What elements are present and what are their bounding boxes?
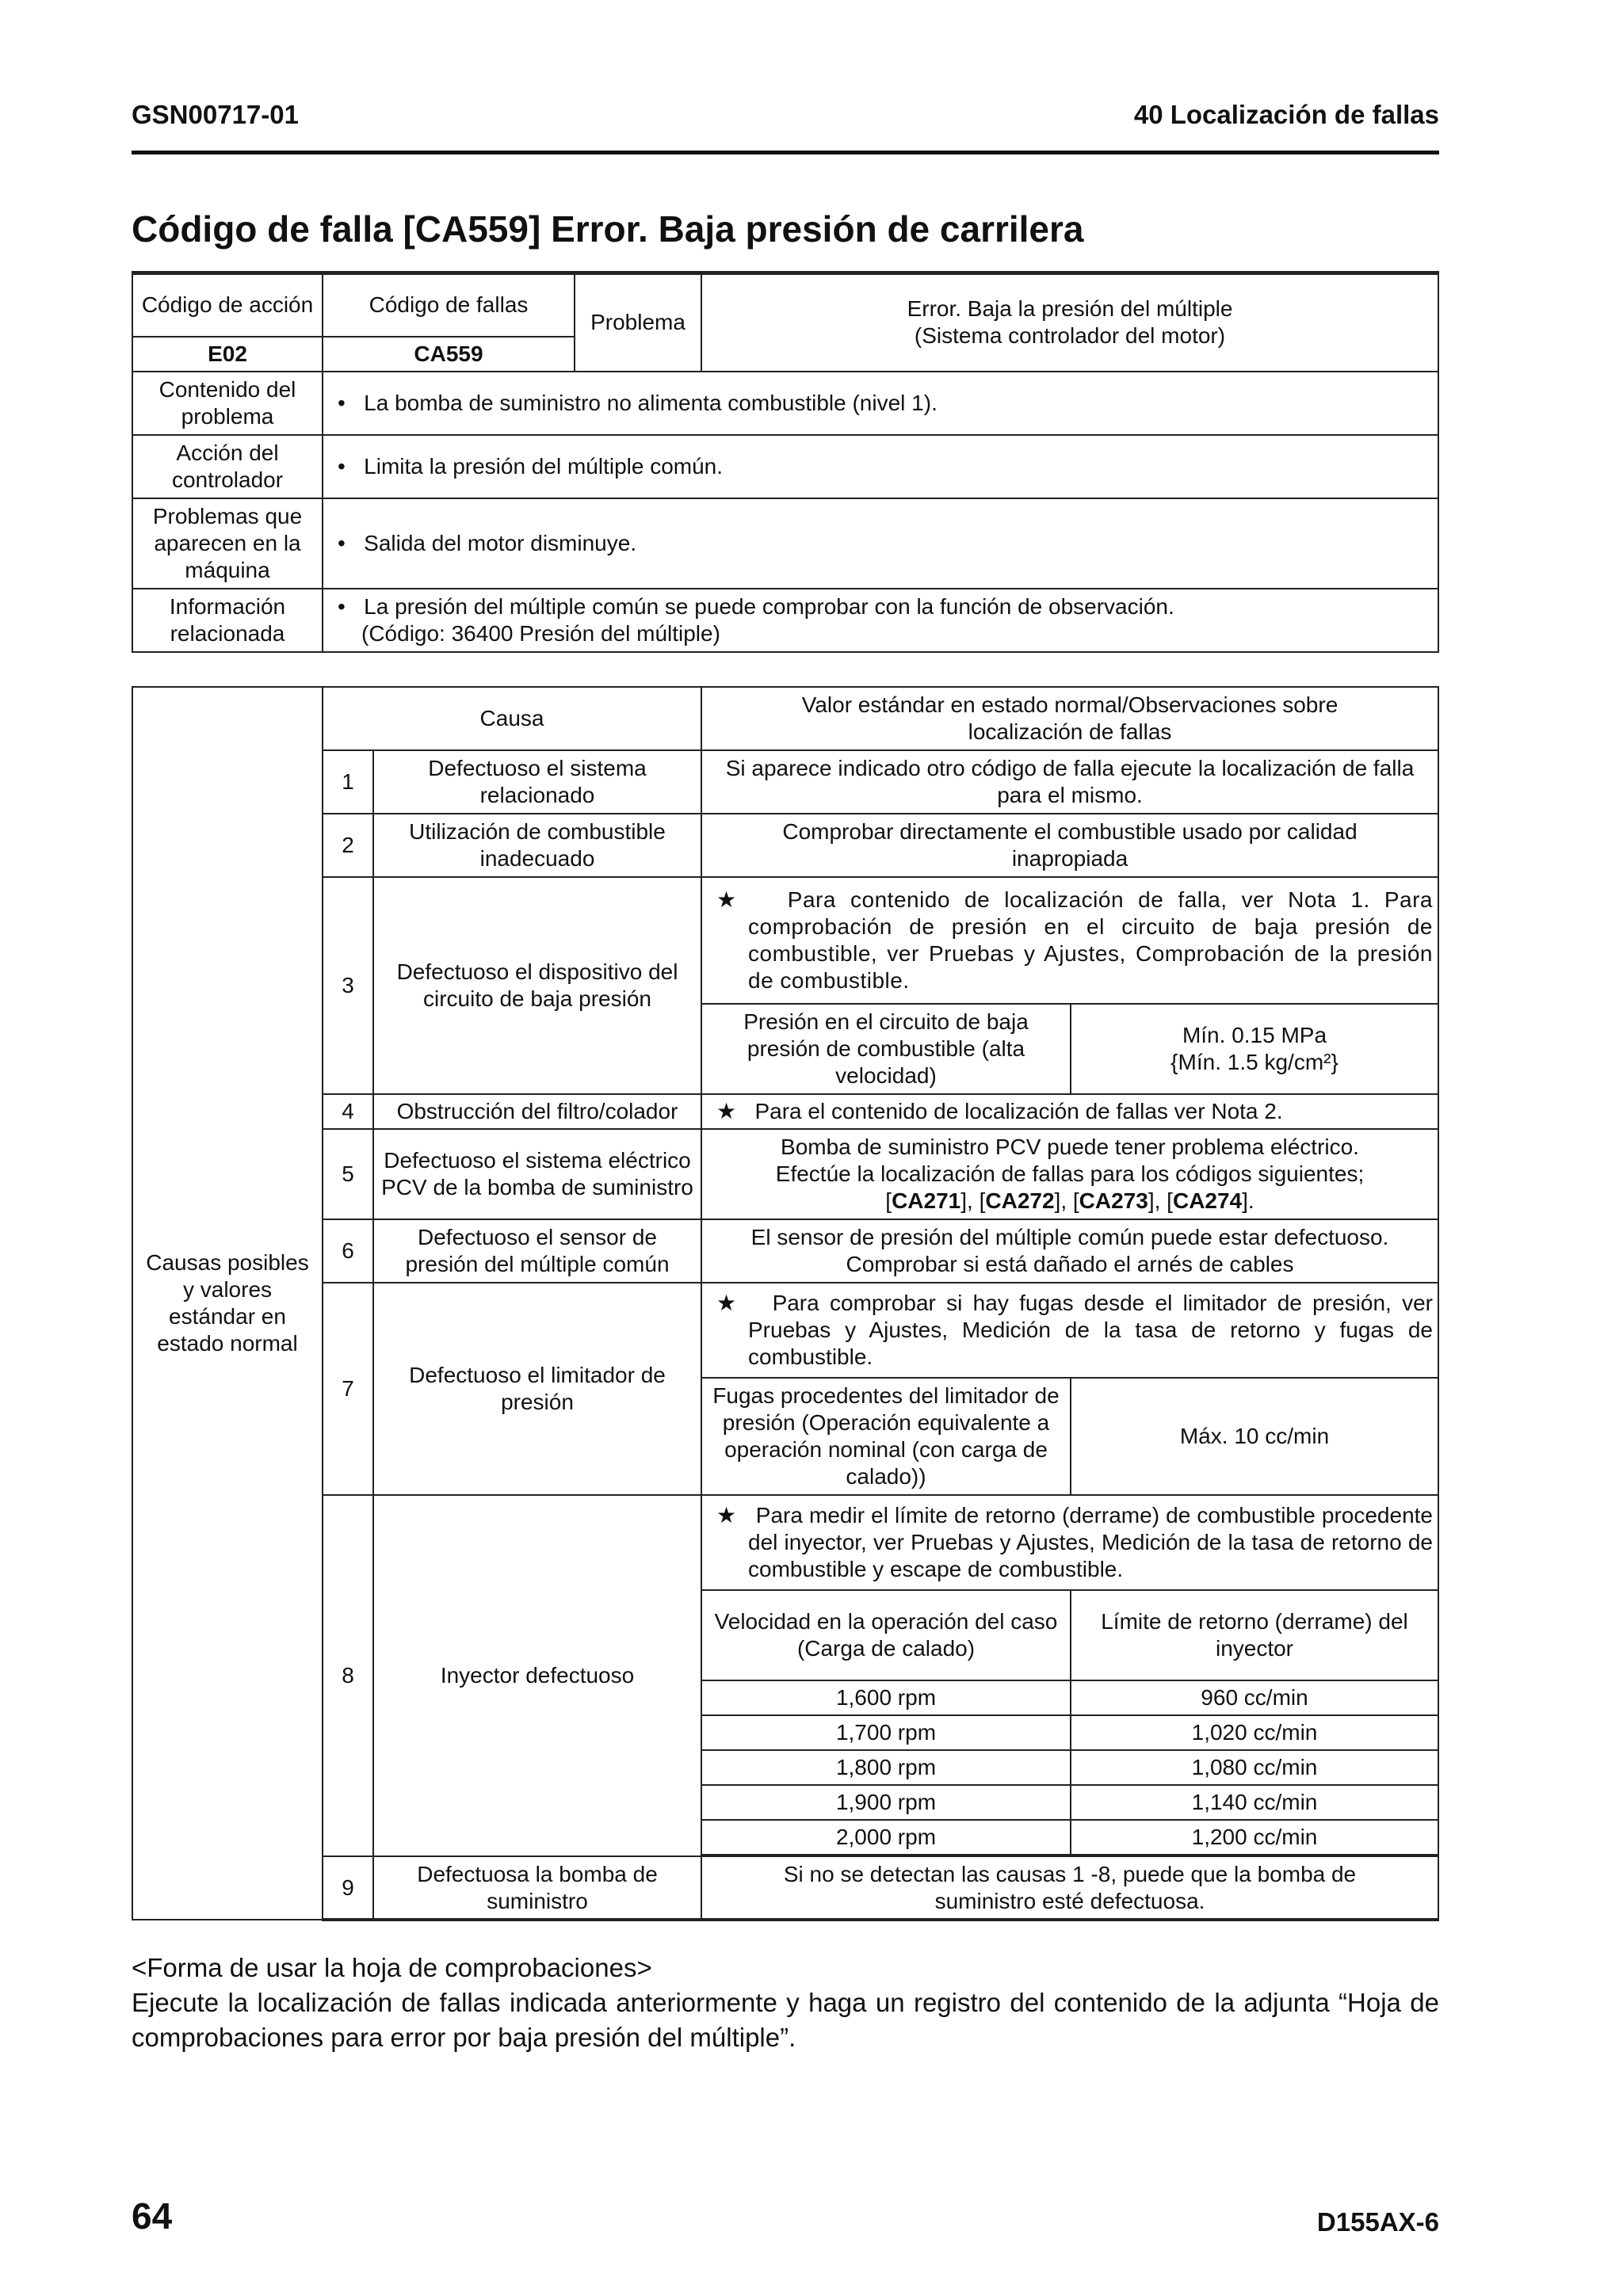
fault-code: CA559 (323, 337, 575, 372)
side-label: Causas posibles y valores estándar en estado normal (132, 687, 323, 1920)
machine-problems: • Salida del motor disminuye. (323, 498, 1438, 589)
cause-note: ★ Para contenido de localización de falla, ver Nota 1. Para comprobación de presión en el circuito de baja presión de combustible, ver Pruebas y Ajustes, Comprobación de la presión de combustible. (701, 877, 1438, 1004)
section-title: 40 Localización de fallas (1133, 100, 1439, 129)
doc-code: GSN00717-01 (132, 100, 299, 129)
limit-value: 1,140 cc/min (1071, 1785, 1438, 1820)
limit-value: 960 cc/min (1071, 1680, 1438, 1715)
controller-action-label: Acción del controlador (132, 435, 323, 498)
limit-value: 1,020 cc/min (1071, 1715, 1438, 1750)
table-row (132, 1129, 1438, 1219)
causes-table (132, 686, 1439, 1921)
cause-text: Utilización de combustible inadecuado (373, 814, 701, 877)
speed-value: 1,600 rpm (701, 1680, 1071, 1715)
speed-value: 1,800 rpm (701, 1750, 1071, 1785)
cause-remark: Si aparece indicado otro código de falla ejecute la localización de falla para el mismo. (701, 750, 1438, 814)
action-code-label: Código de acción (132, 273, 323, 337)
cause-num: 3 (323, 877, 373, 1094)
cause-num: 8 (323, 1495, 373, 1856)
limit-value: 1,200 cc/min (1071, 1820, 1438, 1855)
table-row (132, 814, 1438, 877)
cause-remark: Bomba de suministro PCV puede tener problema eléctrico. Efectúe la localización de fallas para los códigos siguientes; [CA271], [CA272], [CA273], [CA274]. (701, 1129, 1438, 1219)
cause-num: 1 (323, 750, 373, 814)
usage-note (132, 1951, 1439, 2055)
fault-info-table (132, 271, 1439, 653)
speed-value: 1,700 rpm (701, 1715, 1071, 1750)
table-row (132, 877, 1438, 1004)
problem-content: • La bomba de suministro no alimenta combustible (nivel 1). (323, 372, 1438, 435)
note-text: Ejecute la localización de fallas indicada anteriormente y haga un registro del contenido de la adjunta “Hoja de comprobaciones para error por baja presión del múltiple”. (132, 1988, 1439, 2052)
controller-action: • Limita la presión del múltiple común. (323, 435, 1438, 498)
action-code: E02 (132, 337, 323, 372)
related-info-label: Información relacionada (132, 589, 323, 652)
cause-num: 2 (323, 814, 373, 877)
table-row (132, 1094, 1438, 1129)
cause-num: 5 (323, 1129, 373, 1219)
speed-value: 1,900 rpm (701, 1785, 1071, 1820)
cause-num: 7 (323, 1283, 373, 1495)
table-row (132, 1219, 1438, 1283)
cause-header: Causa (323, 687, 701, 750)
condition: Fugas procedentes del limitador de presión (Operación equivalente a operación nominal (con carga de calado)) (701, 1378, 1071, 1495)
cause-num: 9 (323, 1856, 373, 1920)
value-header: Valor estándar en estado normal/Observaciones sobre localización de fallas (701, 687, 1438, 750)
cause-text: Obstrucción del filtro/colador (373, 1094, 701, 1129)
cause-text: Inyector defectuoso (373, 1495, 701, 1856)
machine-problems-label: Problemas que aparecen en la máquina (132, 498, 323, 589)
header-rule (132, 151, 1439, 154)
table-row (132, 1495, 1438, 1590)
cause-text: Defectuoso el sistema relacionado (373, 750, 701, 814)
fault-code-label: Código de fallas (323, 273, 575, 337)
page-number: 64 (132, 2195, 173, 2237)
cause-text: Defectuoso el limitador de presión (373, 1283, 701, 1495)
problem-text: Error. Baja la presión del múltiple (Sistema controlador del motor) (701, 273, 1438, 372)
related-info: • La presión del múltiple común se puede comprobar con la función de observación. (Código: 36400 Presión del múltiple) (323, 589, 1438, 652)
limit-header: Límite de retorno (derrame) del inyector (1071, 1590, 1438, 1680)
cause-note: ★ Para comprobar si hay fugas desde el limitador de presión, ver Pruebas y Ajustes, Medición de la tasa de retorno y fugas de combustible. (701, 1283, 1438, 1378)
condition: Presión en el circuito de baja presión de combustible (alta velocidad) (701, 1004, 1071, 1094)
table-row (132, 750, 1438, 814)
cause-text: Defectuoso el sistema eléctrico PCV de la bomba de suministro (373, 1129, 701, 1219)
cause-text: Defectuosa la bomba de suministro (373, 1856, 701, 1920)
table-row (132, 1856, 1438, 1920)
speed-value: 2,000 rpm (701, 1820, 1071, 1855)
cause-remark: Si no se detectan las causas 1 -8, puede que la bomba de suministro esté defectuosa. (701, 1856, 1438, 1920)
cause-remark: El sensor de presión del múltiple común puede estar defectuoso. Comprobar si está dañado el arnés de cables (701, 1219, 1438, 1283)
problem-label: Problema (575, 273, 701, 372)
limit-value: 1,080 cc/min (1071, 1750, 1438, 1785)
cause-text: Defectuoso el dispositivo del circuito de baja presión (373, 877, 701, 1094)
cause-num: 4 (323, 1094, 373, 1129)
cause-note: ★ Para el contenido de localización de fallas ver Nota 2. (701, 1094, 1438, 1129)
cause-remark: Comprobar directamente el combustible usado por calidad inapropiada (701, 814, 1438, 877)
standard-value: Máx. 10 cc/min (1071, 1378, 1438, 1495)
cause-text: Defectuoso el sensor de presión del múltiple común (373, 1219, 701, 1283)
cause-note: ★ Para medir el límite de retorno (derrame) de combustible procedente del inyector, ver Pruebas y Ajustes, Medición de la tasa de retorno de combustible y escape de combustible. (701, 1495, 1438, 1590)
page-title: Código de falla [CA559] Error. Baja presión de carrilera (132, 208, 1084, 250)
model-name: D155AX-6 (1316, 2207, 1439, 2237)
table-row (132, 1283, 1438, 1378)
standard-value: Mín. 0.15 MPa {Mín. 1.5 kg/cm²} (1071, 1004, 1438, 1094)
speed-header: Velocidad en la operación del caso (Carga de calado) (701, 1590, 1071, 1680)
note-heading: <Forma de usar la hoja de comprobaciones> (132, 1953, 652, 1982)
cause-num: 6 (323, 1219, 373, 1283)
problem-content-label: Contenido del problema (132, 372, 323, 435)
